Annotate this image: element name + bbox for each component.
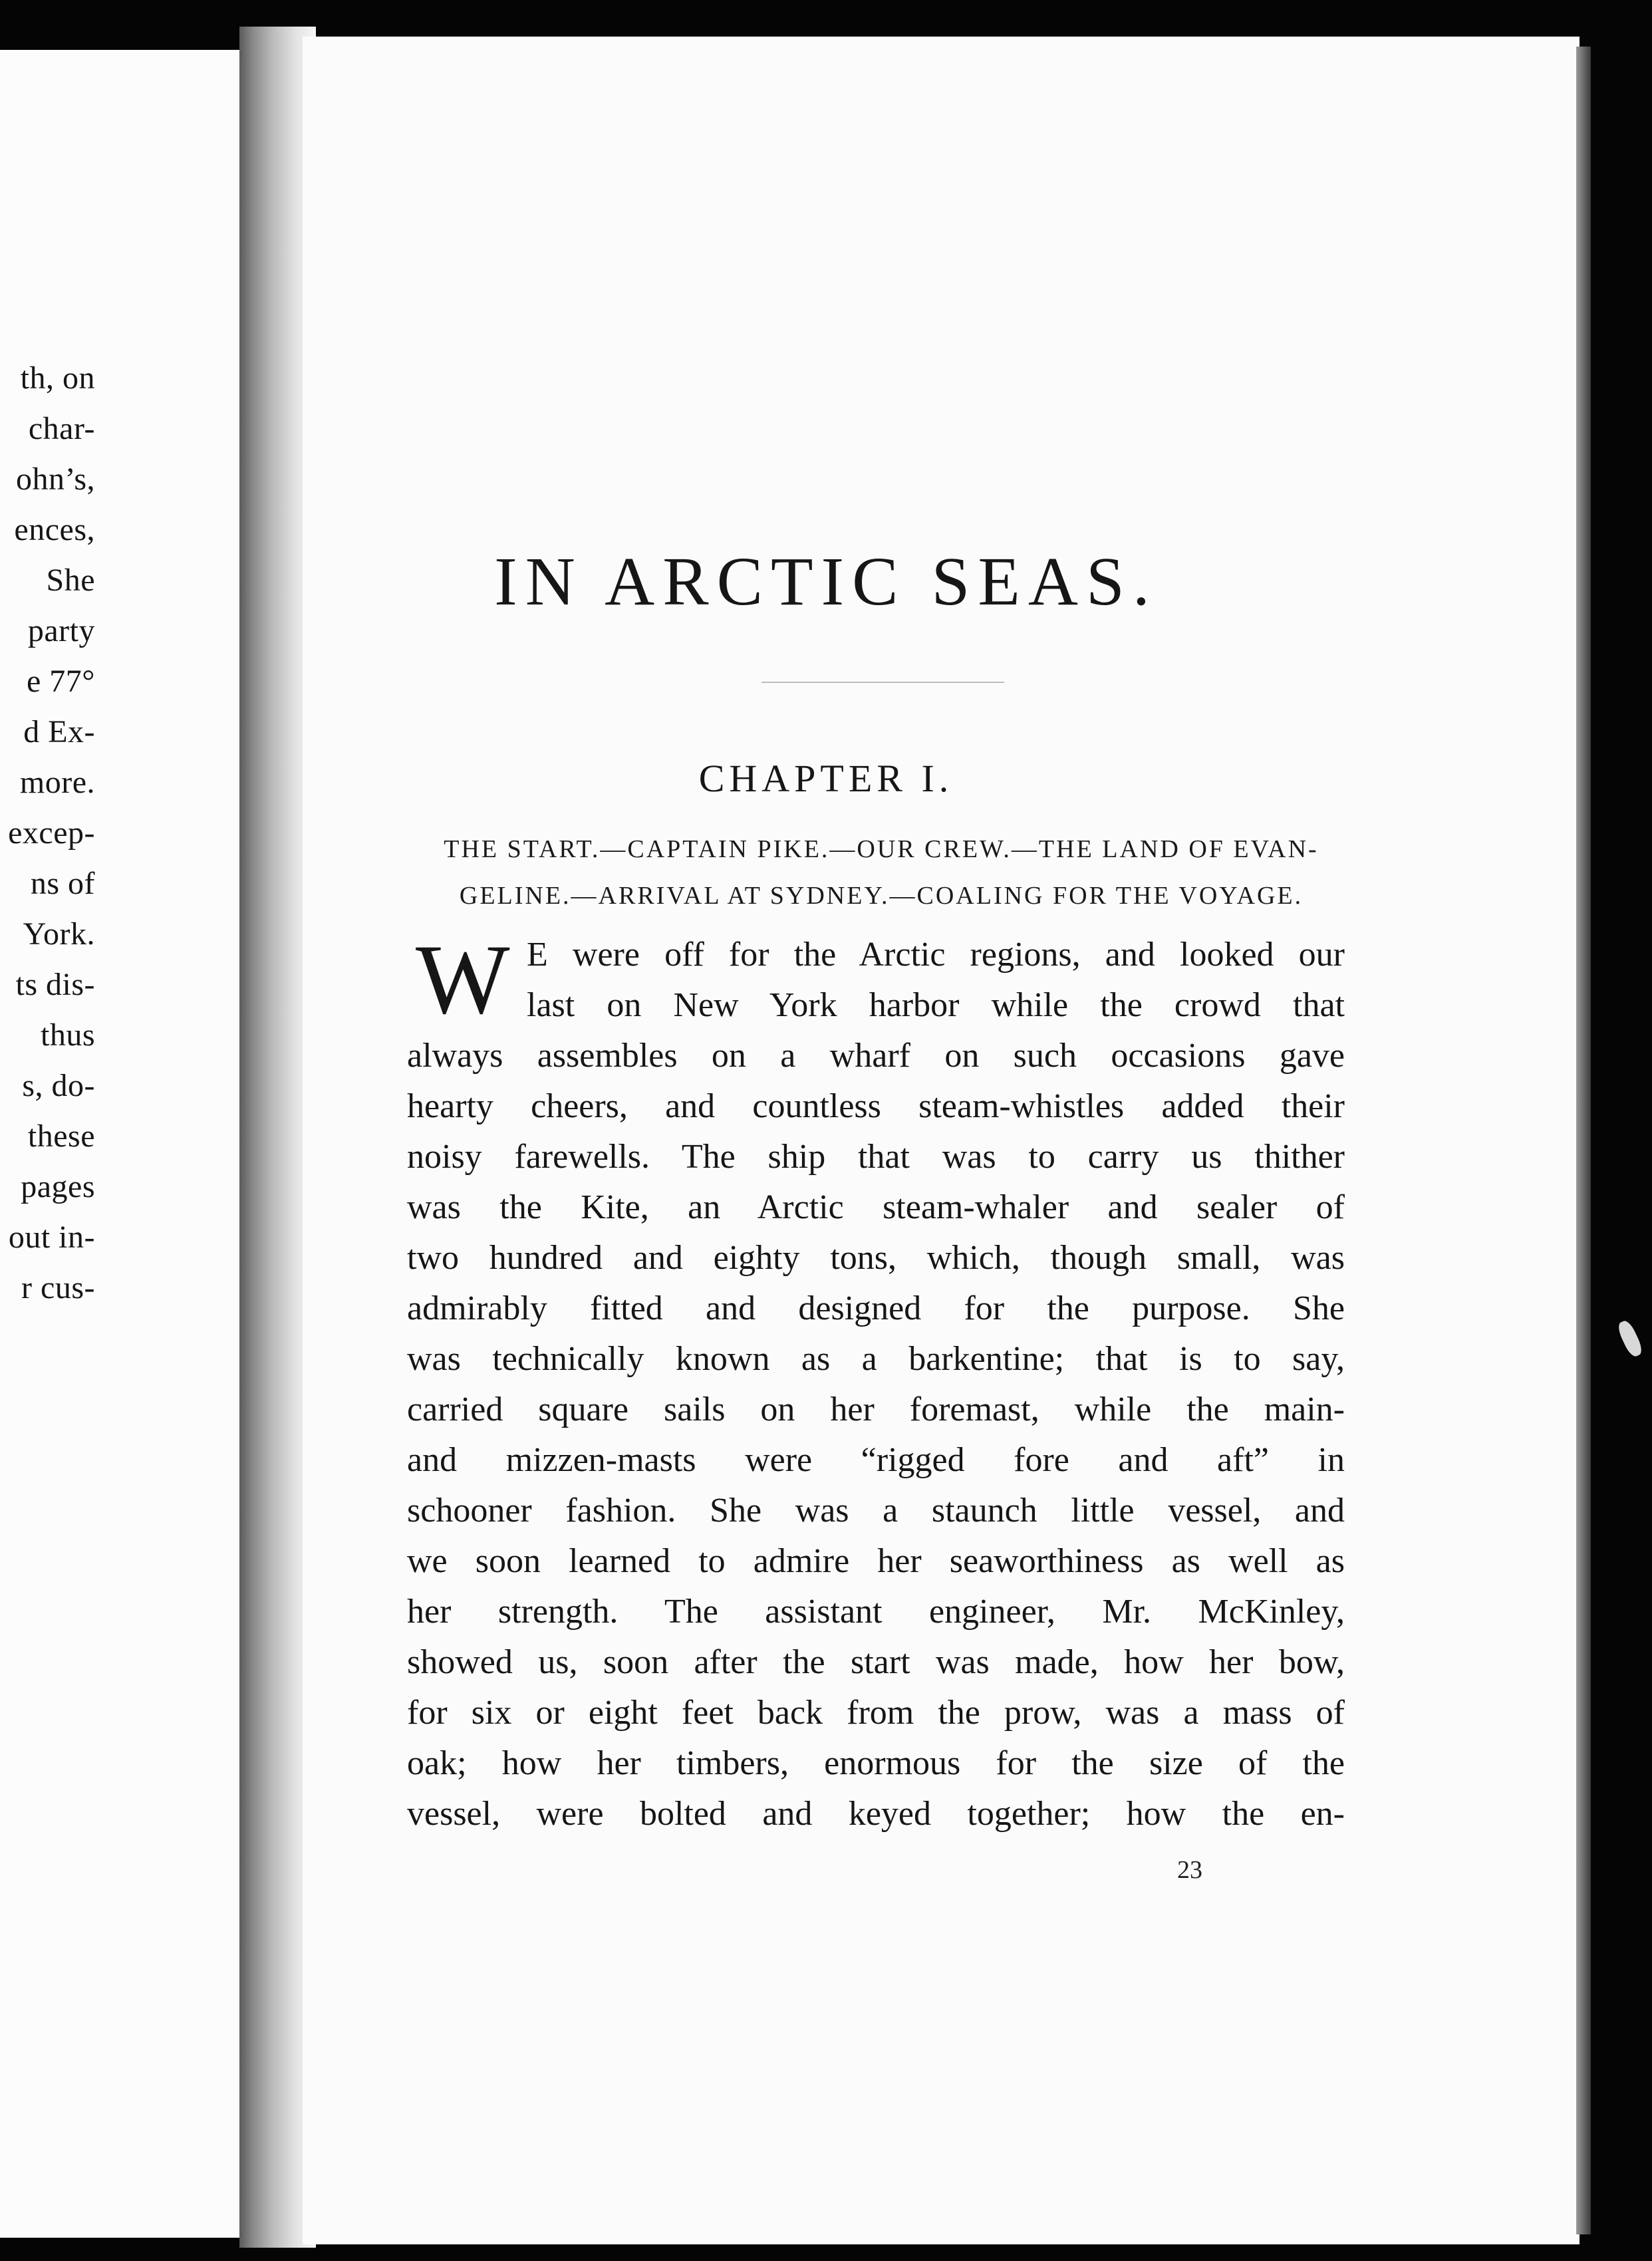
body-line: vessel, were bolted and keyed together; how the en- — [407, 1795, 1345, 1833]
body-line: her strength. The assistant engineer, Mr. McKinley, — [407, 1593, 1345, 1631]
left-fragment: more. — [19, 765, 95, 800]
body-line: last on New York harbor while the crowd that — [527, 986, 1345, 1024]
left-fragment: th, on — [20, 360, 95, 396]
left-fragment: e 77° — [27, 664, 95, 699]
body-line: always assembles on a wharf on such occasions gave — [407, 1037, 1345, 1075]
left-page — [0, 50, 243, 2238]
left-fragment: d Ex- — [23, 714, 95, 749]
chapter-heading: CHAPTER I. — [698, 757, 954, 800]
left-fragment: party — [27, 613, 95, 648]
left-fragment: out in- — [8, 1220, 95, 1255]
body-line: carried square sails on her foremast, while the main- — [407, 1391, 1345, 1428]
body-line: schooner fashion. She was a staunch little vessel, and — [407, 1492, 1345, 1530]
scan-artifact — [1615, 1319, 1645, 1359]
left-fragment: r cus- — [21, 1270, 95, 1305]
body-line: was the Kite, an Arctic steam-whaler and sealer of — [407, 1188, 1345, 1226]
chapter-synopsis-line: GELINE.—ARRIVAL AT SYDNEY.—COALING FOR THE VOYAGE. — [459, 882, 1304, 910]
left-fragment: char- — [28, 411, 95, 446]
left-fragment: ns of — [30, 866, 95, 901]
left-fragment: ts dis- — [15, 967, 95, 1002]
left-fragment: excep- — [8, 815, 95, 851]
left-fragment: She — [46, 563, 95, 598]
body-line: admirably fitted and designed for the purpose. She — [407, 1289, 1345, 1327]
page-number: 23 — [1177, 1856, 1202, 1884]
body-line: noisy farewells. The ship that was to carry us thither — [407, 1138, 1345, 1176]
body-line: for six or eight feet back from the prow, was a mass of — [407, 1694, 1345, 1732]
body-line: E were off for the Arctic regions, and looked our — [527, 936, 1345, 974]
left-fragment: thus — [40, 1017, 95, 1053]
left-fragment: York. — [23, 916, 95, 952]
body-line: we soon learned to admire her seaworthiness as well as — [407, 1542, 1345, 1580]
book-title: IN ARCTIC SEAS. — [494, 543, 1158, 620]
left-fragment: ohn’s, — [15, 462, 95, 497]
body-line: hearty cheers, and countless steam-whistles added their — [407, 1087, 1345, 1125]
drop-cap: W — [416, 924, 510, 1035]
body-line: and mizzen-masts were “rigged fore and aft” in — [407, 1441, 1345, 1479]
chapter-synopsis-line: THE START.—CAPTAIN PIKE.—OUR CREW.—THE LAND OF EVAN- — [444, 835, 1319, 863]
body-line: oak; how her timbers, enormous for the size of the — [407, 1744, 1345, 1782]
body-line: was technically known as a barkentine; that is to say, — [407, 1340, 1345, 1378]
left-fragment: pages — [21, 1169, 95, 1204]
left-fragment: ences, — [14, 512, 95, 547]
left-fragment: these — [27, 1119, 95, 1154]
body-line: two hundred and eighty tons, which, though small, was — [407, 1239, 1345, 1277]
title-divider — [761, 682, 1004, 683]
left-fragment: s, do- — [22, 1068, 95, 1103]
body-line: showed us, soon after the start was made, how her bow, — [407, 1643, 1345, 1681]
page-edge — [1576, 47, 1591, 2234]
